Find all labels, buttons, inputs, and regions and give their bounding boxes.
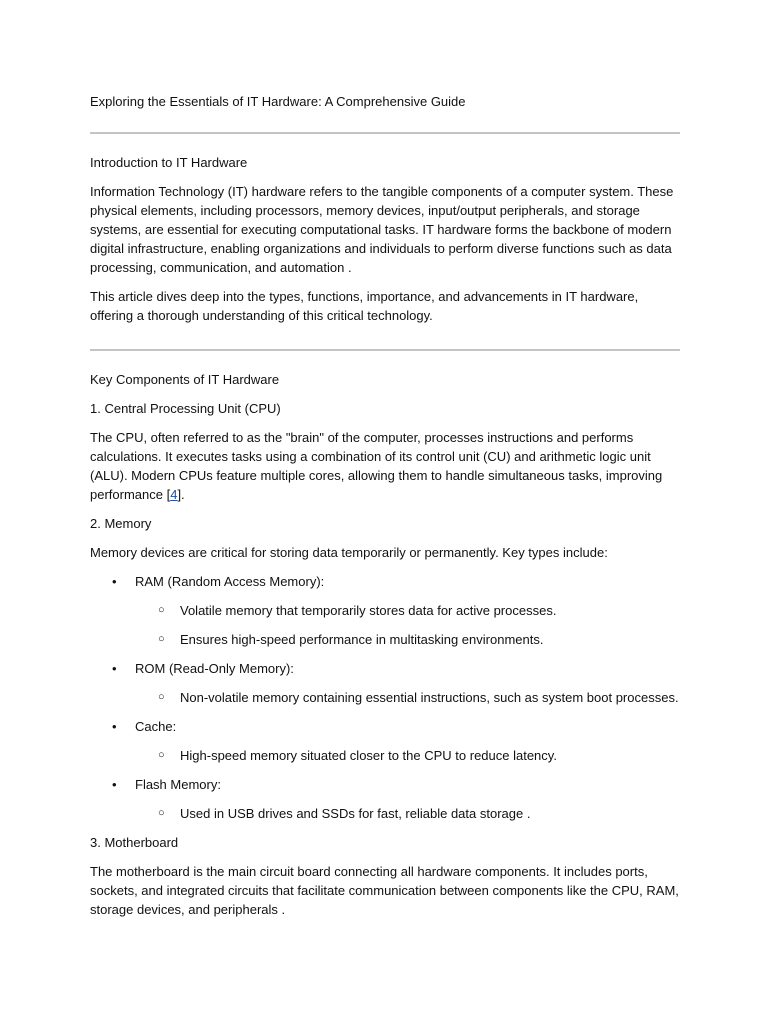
intro-heading: Introduction to IT Hardware	[90, 155, 248, 170]
bullet-icon: •	[112, 777, 117, 792]
bullet-icon: •	[112, 661, 117, 676]
circle-bullet-icon: ○	[158, 604, 165, 616]
reference-link[interactable]: 4	[170, 487, 178, 502]
sub-list-item	[135, 601, 680, 620]
list-item	[90, 572, 680, 649]
sub-list-item	[135, 630, 680, 649]
bullet-icon: •	[112, 574, 117, 589]
sub-list-item	[135, 804, 680, 823]
intro-paragraph-1: Information Technology (IT) hardware refers to the tangible components of a computer system. These physical elements, including processors, memory devices, input/output peripherals, and storage systems, are essential for executing computational tasks. IT hardware forms the backbone of modern digital infrastructure, enabling organizations and individuals to perform diverse functions such as data processing, communication, and automation .	[90, 184, 674, 275]
memory-heading: 2. Memory	[90, 516, 152, 531]
key-components-heading: Key Components of IT Hardware	[90, 372, 280, 387]
sub-list-item	[135, 688, 680, 707]
circle-bullet-icon: ○	[158, 691, 165, 703]
sub-list-item-text: Ensures high-speed performance in multitasking environments.	[180, 632, 544, 647]
motherboard-paragraph: The motherboard is the main circuit board connecting all hardware components. It includes ports, sockets, and integrated circuits that facilitate communication between components like the CPU, RAM, storage devices, and peripherals .	[90, 864, 679, 917]
list-item-label: Flash Memory:	[135, 777, 221, 792]
circle-bullet-icon: ○	[158, 807, 165, 819]
circle-bullet-icon: ○	[158, 749, 165, 761]
cpu-heading: 1. Central Processing Unit (CPU)	[90, 401, 281, 416]
sub-list-item-text: Non-volatile memory containing essential instructions, such as system boot processes.	[180, 690, 679, 705]
sub-list-item-text: High-speed memory situated closer to the CPU to reduce latency.	[180, 748, 557, 763]
cpu-paragraph	[90, 428, 680, 504]
document-page	[90, 92, 680, 929]
memory-types-list	[90, 572, 680, 823]
sub-list	[135, 601, 680, 649]
horizontal-rule	[90, 132, 680, 134]
sub-list	[135, 804, 680, 823]
sub-list-item-text: Volatile memory that temporarily stores data for active processes.	[180, 603, 557, 618]
list-item-label: ROM (Read-Only Memory):	[135, 661, 294, 676]
memory-intro: Memory devices are critical for storing data temporarily or permanently. Key types include:	[90, 545, 608, 560]
list-item	[90, 659, 680, 707]
list-item	[90, 775, 680, 823]
intro-paragraph-2: This article dives deep into the types, functions, importance, and advancements in IT hardware, offering a thorough understanding of this critical technology.	[90, 289, 639, 323]
sub-list	[135, 746, 680, 765]
list-item-label: Cache:	[135, 719, 177, 734]
cpu-text: The CPU, often referred to as the "brain" of the computer, processes instructions and performs calculations. It executes tasks using a combination of its control unit (CU) and arithmetic logic unit (ALU). Modern CPUs feature multiple cores, allowing them to handle simultaneous tasks, improving performance [	[90, 430, 663, 502]
document-title: Exploring the Essentials of IT Hardware: A Comprehensive Guide	[90, 94, 466, 109]
circle-bullet-icon: ○	[158, 633, 165, 645]
horizontal-rule	[90, 349, 680, 351]
sub-list-item-text: Used in USB drives and SSDs for fast, reliable data storage .	[180, 806, 531, 821]
motherboard-heading: 3. Motherboard	[90, 835, 179, 850]
sub-list-item	[135, 746, 680, 765]
cpu-text-end: ].	[177, 487, 185, 502]
bullet-icon: •	[112, 719, 117, 734]
list-item-label: RAM (Random Access Memory):	[135, 574, 325, 589]
list-item	[90, 717, 680, 765]
sub-list	[135, 688, 680, 707]
